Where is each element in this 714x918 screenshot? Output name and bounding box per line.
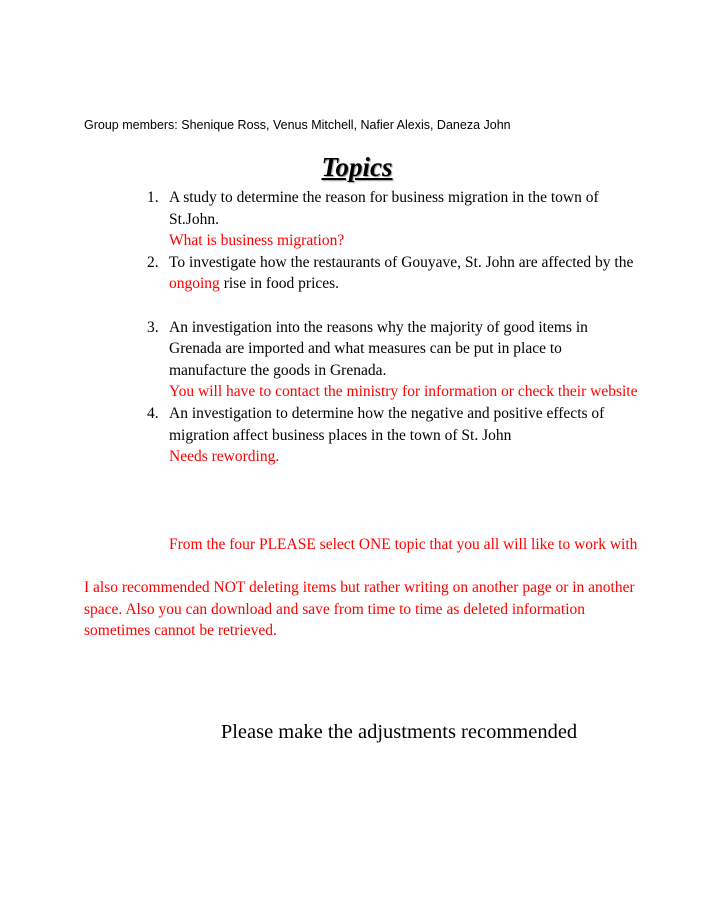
topics-list	[147, 187, 639, 468]
topic-item-1	[147, 187, 639, 252]
topic-number: 2.	[147, 253, 159, 271]
page-title: Topics	[321, 152, 393, 182]
topic-item-2	[147, 252, 639, 317]
recommendation-note: I also recommended NOT deleting items but rather writing on another page or in another space. Also you can download and save from time to time as deleted information sometimes cannot be retrieved.	[84, 579, 635, 640]
reviewer-comment: Needs rewording.	[169, 448, 280, 466]
topic-text: An investigation into the reasons why the majority of good items in Grenada are imported and what measures can be put in place to manufacture the goods in Grenada.	[169, 318, 588, 379]
final-note: Please make the adjustments recommended	[220, 721, 578, 743]
topic-text-before: To investigate how the restaurants of Gouyave, St. John are affected by the	[169, 253, 634, 271]
topic-text: A study to determine the reason for business migration in the town of St.John.	[169, 189, 599, 228]
select-topic-note: From the four PLEASE select ONE topic that you all will like to work with	[169, 536, 638, 553]
topic-item-4	[147, 403, 639, 468]
topic-number: 4.	[147, 404, 159, 422]
topic-number: 3.	[147, 318, 159, 336]
topic-text: An investigation to determine how the negative and positive effects of migration affect business places in the town of St. John	[169, 404, 605, 444]
topic-number: 1.	[147, 189, 159, 206]
blank-line	[169, 295, 639, 317]
topic-item-3	[147, 317, 639, 403]
topic-text-after: rise in food prices.	[223, 275, 340, 293]
reviewer-comment: What is business migration?	[169, 232, 345, 250]
reviewer-comment: You will have to contact the ministry for information or check their website	[169, 383, 638, 401]
highlighted-word: ongoing	[169, 275, 220, 293]
group-members-line: Group members: Shenique Ross, Venus Mitchell, Nafier Alexis, Daneza John	[84, 118, 511, 132]
